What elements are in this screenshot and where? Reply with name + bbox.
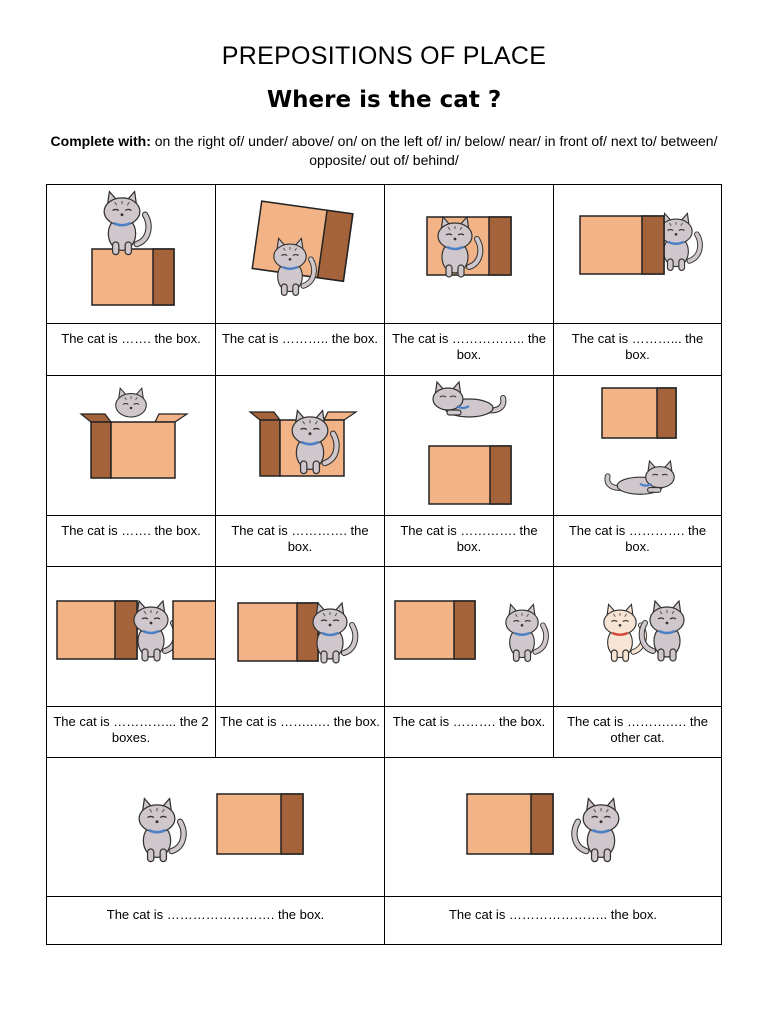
page-subtitle: Where is the cat ? bbox=[266, 87, 502, 113]
page-title: PREPOSITIONS OF PLACE bbox=[221, 42, 547, 70]
cardboard-box-icon bbox=[602, 388, 676, 438]
cat-icon bbox=[506, 604, 546, 661]
exercise-caption-1: The cat is ……. the box. bbox=[46, 323, 216, 376]
cardboard-box-icon bbox=[57, 601, 137, 659]
exercise-picture-13 bbox=[46, 757, 385, 897]
exercise-caption-4: The cat is ………... the box. bbox=[553, 323, 722, 376]
lying-cat-icon bbox=[433, 382, 503, 417]
exercise-caption-11: The cat is ………. the box. bbox=[384, 706, 554, 758]
exercise-caption-3: The cat is …………….. the box. bbox=[384, 323, 554, 376]
exercise-caption-8: The cat is …………. the box. bbox=[553, 515, 722, 567]
open-box-icon bbox=[81, 414, 187, 478]
cat-icon bbox=[604, 604, 644, 661]
exercise-caption-10: The cat is ……..…. the box. bbox=[215, 706, 385, 758]
cardboard-box-icon bbox=[395, 601, 475, 659]
exercise-caption-5: The cat is ……. the box. bbox=[46, 515, 216, 567]
cardboard-box-icon bbox=[173, 601, 216, 659]
cardboard-box-icon bbox=[238, 603, 318, 661]
exercise-picture-8 bbox=[553, 375, 722, 516]
cat-icon bbox=[642, 601, 684, 661]
cat-icon bbox=[116, 388, 147, 417]
cat-icon bbox=[134, 601, 176, 661]
exercise-caption-7: The cat is …………. the box. bbox=[384, 515, 554, 567]
exercise-picture-7 bbox=[384, 375, 554, 516]
exercise-caption-6: The cat is …………. the box. bbox=[215, 515, 385, 567]
exercise-picture-2 bbox=[215, 184, 385, 324]
cardboard-box-icon bbox=[467, 794, 553, 854]
exercise-picture-4 bbox=[553, 184, 722, 324]
exercise-caption-9: The cat is …………... the 2 boxes. bbox=[46, 706, 216, 758]
exercise-caption-2: The cat is ……….. the box. bbox=[215, 323, 385, 376]
cardboard-box-icon bbox=[252, 201, 353, 281]
exercise-caption-14: The cat is ………………….. the box. bbox=[384, 896, 722, 945]
instructions bbox=[40, 132, 728, 170]
lying-cat-icon bbox=[607, 461, 674, 494]
exercise-picture-9 bbox=[46, 566, 216, 707]
exercise-picture-12 bbox=[553, 566, 722, 707]
exercise-picture-3 bbox=[384, 184, 554, 324]
cardboard-box-icon bbox=[217, 794, 303, 854]
exercise-picture-14 bbox=[384, 757, 722, 897]
cardboard-box-icon bbox=[429, 446, 511, 504]
exercise-picture-10 bbox=[215, 566, 385, 707]
cardboard-box-icon bbox=[92, 249, 174, 305]
exercise-picture-5 bbox=[46, 375, 216, 516]
cat-icon bbox=[104, 192, 148, 255]
instruction-label: Complete with: bbox=[50, 133, 151, 149]
cardboard-box-icon bbox=[580, 216, 664, 274]
cat-icon bbox=[139, 799, 183, 862]
exercise-caption-12: The cat is ……….…. the other cat. bbox=[553, 706, 722, 758]
cat-icon bbox=[574, 799, 618, 862]
exercise-picture-6 bbox=[215, 375, 385, 516]
exercise-caption-13: The cat is ……………………. the box. bbox=[46, 896, 385, 945]
exercise-picture-1 bbox=[46, 184, 216, 324]
cat-icon bbox=[660, 213, 700, 270]
cat-icon bbox=[313, 603, 355, 663]
instruction-word-list: on the right of/ under/ above/ on/ on the left of/ in/ below/ near/ in front of/ next to/ between/ opposite/ out of/ behind/ bbox=[150, 133, 718, 168]
exercise-picture-11 bbox=[384, 566, 554, 707]
